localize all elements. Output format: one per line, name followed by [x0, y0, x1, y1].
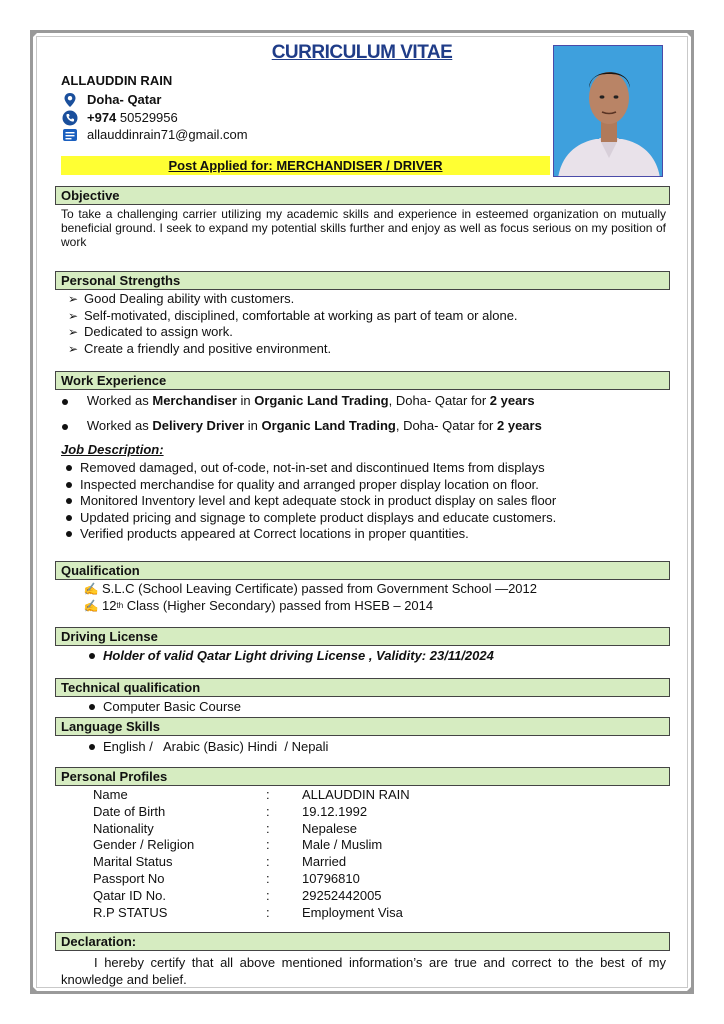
section-heading-personal-profiles: Personal Profiles: [55, 767, 670, 786]
technical-list: [89, 699, 241, 716]
bullet-icon: [89, 744, 95, 750]
table-row: Nationality : Nepalese: [93, 820, 357, 836]
declaration-text: I hereby certify that all above mentioned information’s are true and correct to the best of my knowledge and belief.: [61, 955, 666, 987]
contact-phone: [62, 109, 178, 126]
strengths-list: [62, 291, 518, 357]
table-row: Name : ALLAUDDIN RAIN: [93, 787, 410, 802]
arrow-bullet-icon: ➢: [67, 325, 79, 339]
section-heading-driving-license: Driving License: [55, 627, 670, 646]
section-heading-work-experience: Work Experience: [55, 371, 670, 390]
location-text: Doha- Qatar: [87, 92, 162, 107]
list-item: English / Arabic (Basic) Hindi / Nepali: [89, 739, 328, 756]
map-pin-icon: [62, 92, 78, 108]
bullet-icon: [62, 424, 68, 430]
list-item: Removed damaged, out of-code, not-in-set and discontinued Items from displays: [66, 460, 556, 477]
section-heading-language: Language Skills: [55, 717, 670, 736]
table-row: Qatar ID No. : 29252442005: [93, 887, 382, 903]
table-row: R.P STATUS : Employment Visa: [93, 904, 403, 920]
arrow-bullet-icon: ➢: [67, 292, 79, 306]
bullet-icon: [89, 653, 95, 659]
section-heading-objective: Objective: [55, 186, 670, 205]
bullet-icon: [66, 465, 72, 471]
work-item: Worked as Delivery Driver in Organic Land Trading , Doha- Qatar for 2 years: [62, 414, 542, 439]
pen-bullet-icon: ✍: [83, 598, 99, 613]
list-item: Monitored Inventory level and kept adequate stock in product display on sales floor: [66, 493, 556, 510]
section-heading-technical: Technical qualification: [55, 678, 670, 697]
list-item: ➢ Dedicated to assign work.: [62, 324, 518, 341]
table-row: Passport No : 10796810: [93, 870, 360, 886]
bullet-icon: [89, 704, 95, 710]
list-item: ➢ Create a friendly and positive environment.: [62, 341, 518, 358]
list-item: Inspected merchandise for quality and arranged proper display location on floor.: [66, 477, 556, 494]
bullet-icon: [66, 515, 72, 521]
phone-number: 50529956: [116, 110, 178, 125]
bullet-icon: [66, 531, 72, 537]
pen-bullet-icon: ✍: [83, 582, 99, 596]
bullet-icon: [62, 399, 68, 405]
corner-ornament: [684, 30, 694, 40]
phone-code: +974: [87, 110, 117, 125]
corner-ornament: [30, 30, 40, 40]
list-item: Computer Basic Course: [89, 699, 241, 716]
job-description-heading: Job Description:: [61, 442, 164, 457]
section-heading-strengths: Personal Strengths: [55, 271, 670, 290]
profile-photo: [553, 45, 663, 177]
section-heading-qualification: Qualification: [55, 561, 670, 580]
candidate-name: ALLAUDDIN RAIN: [61, 73, 173, 88]
personal-profile-table: [93, 787, 410, 921]
language-list: [89, 739, 328, 756]
list-item: ➢ Good Dealing ability with customers.: [62, 291, 518, 308]
arrow-bullet-icon: ➢: [67, 308, 79, 323]
qualification-list: [80, 581, 537, 614]
person-silhouette-icon: [554, 46, 663, 177]
post-applied-banner: Post Applied for: MERCHANDISER / DRIVER: [61, 156, 550, 175]
objective-text: To take a challenging carrier utilizing my academic skills and experience in esteemed organization on mutually beneficial ground. I seek to expand my potential skills further and enjoy as well as focus serious on my position of work: [61, 207, 666, 249]
bullet-icon: [66, 498, 72, 504]
list-item: Verified products appeared at Correct locations in proper quantities.: [66, 526, 556, 543]
email-icon: [62, 127, 78, 143]
phone-icon: [62, 110, 78, 126]
job-description-list: [66, 460, 556, 543]
list-item: ➢ Self-motivated, disciplined, comfortable at working as part of team or alone.: [62, 308, 518, 325]
list-item: Updated pricing and signage to complete product displays and educate customers.: [66, 510, 556, 527]
list-item: Holder of valid Qatar Light driving License , Validity: 23/11/2024: [89, 648, 494, 665]
email-text[interactable]: allauddinrain71@gmail.com: [87, 127, 248, 142]
work-item: Worked as Merchandiser in Organic Land Trading , Doha- Qatar for 2 years: [62, 389, 542, 414]
corner-ornament: [684, 984, 694, 994]
bullet-icon: [66, 482, 72, 488]
contact-location: [62, 91, 161, 108]
table-row: Date of Birth : 19.12.1992: [93, 803, 368, 819]
driving-license-list: [89, 648, 494, 665]
work-experience-list: [62, 389, 542, 439]
document-title: CURRICULUM VITAE: [271, 42, 453, 63]
corner-ornament: [30, 984, 40, 994]
list-item: ✍ S.L.C (School Leaving Certificate) passed from Government School —2012: [80, 581, 537, 598]
contact-email: [62, 126, 248, 143]
table-row: Marital Status : Married: [93, 854, 347, 870]
arrow-bullet-icon: ➢: [67, 341, 79, 356]
table-row: Gender / Religion : Male / Muslim: [93, 837, 383, 853]
list-item: ✍ 12 th Class (Higher Secondary) passed from HSEB – 2014: [80, 598, 537, 615]
section-heading-declaration: Declaration:: [55, 932, 670, 951]
